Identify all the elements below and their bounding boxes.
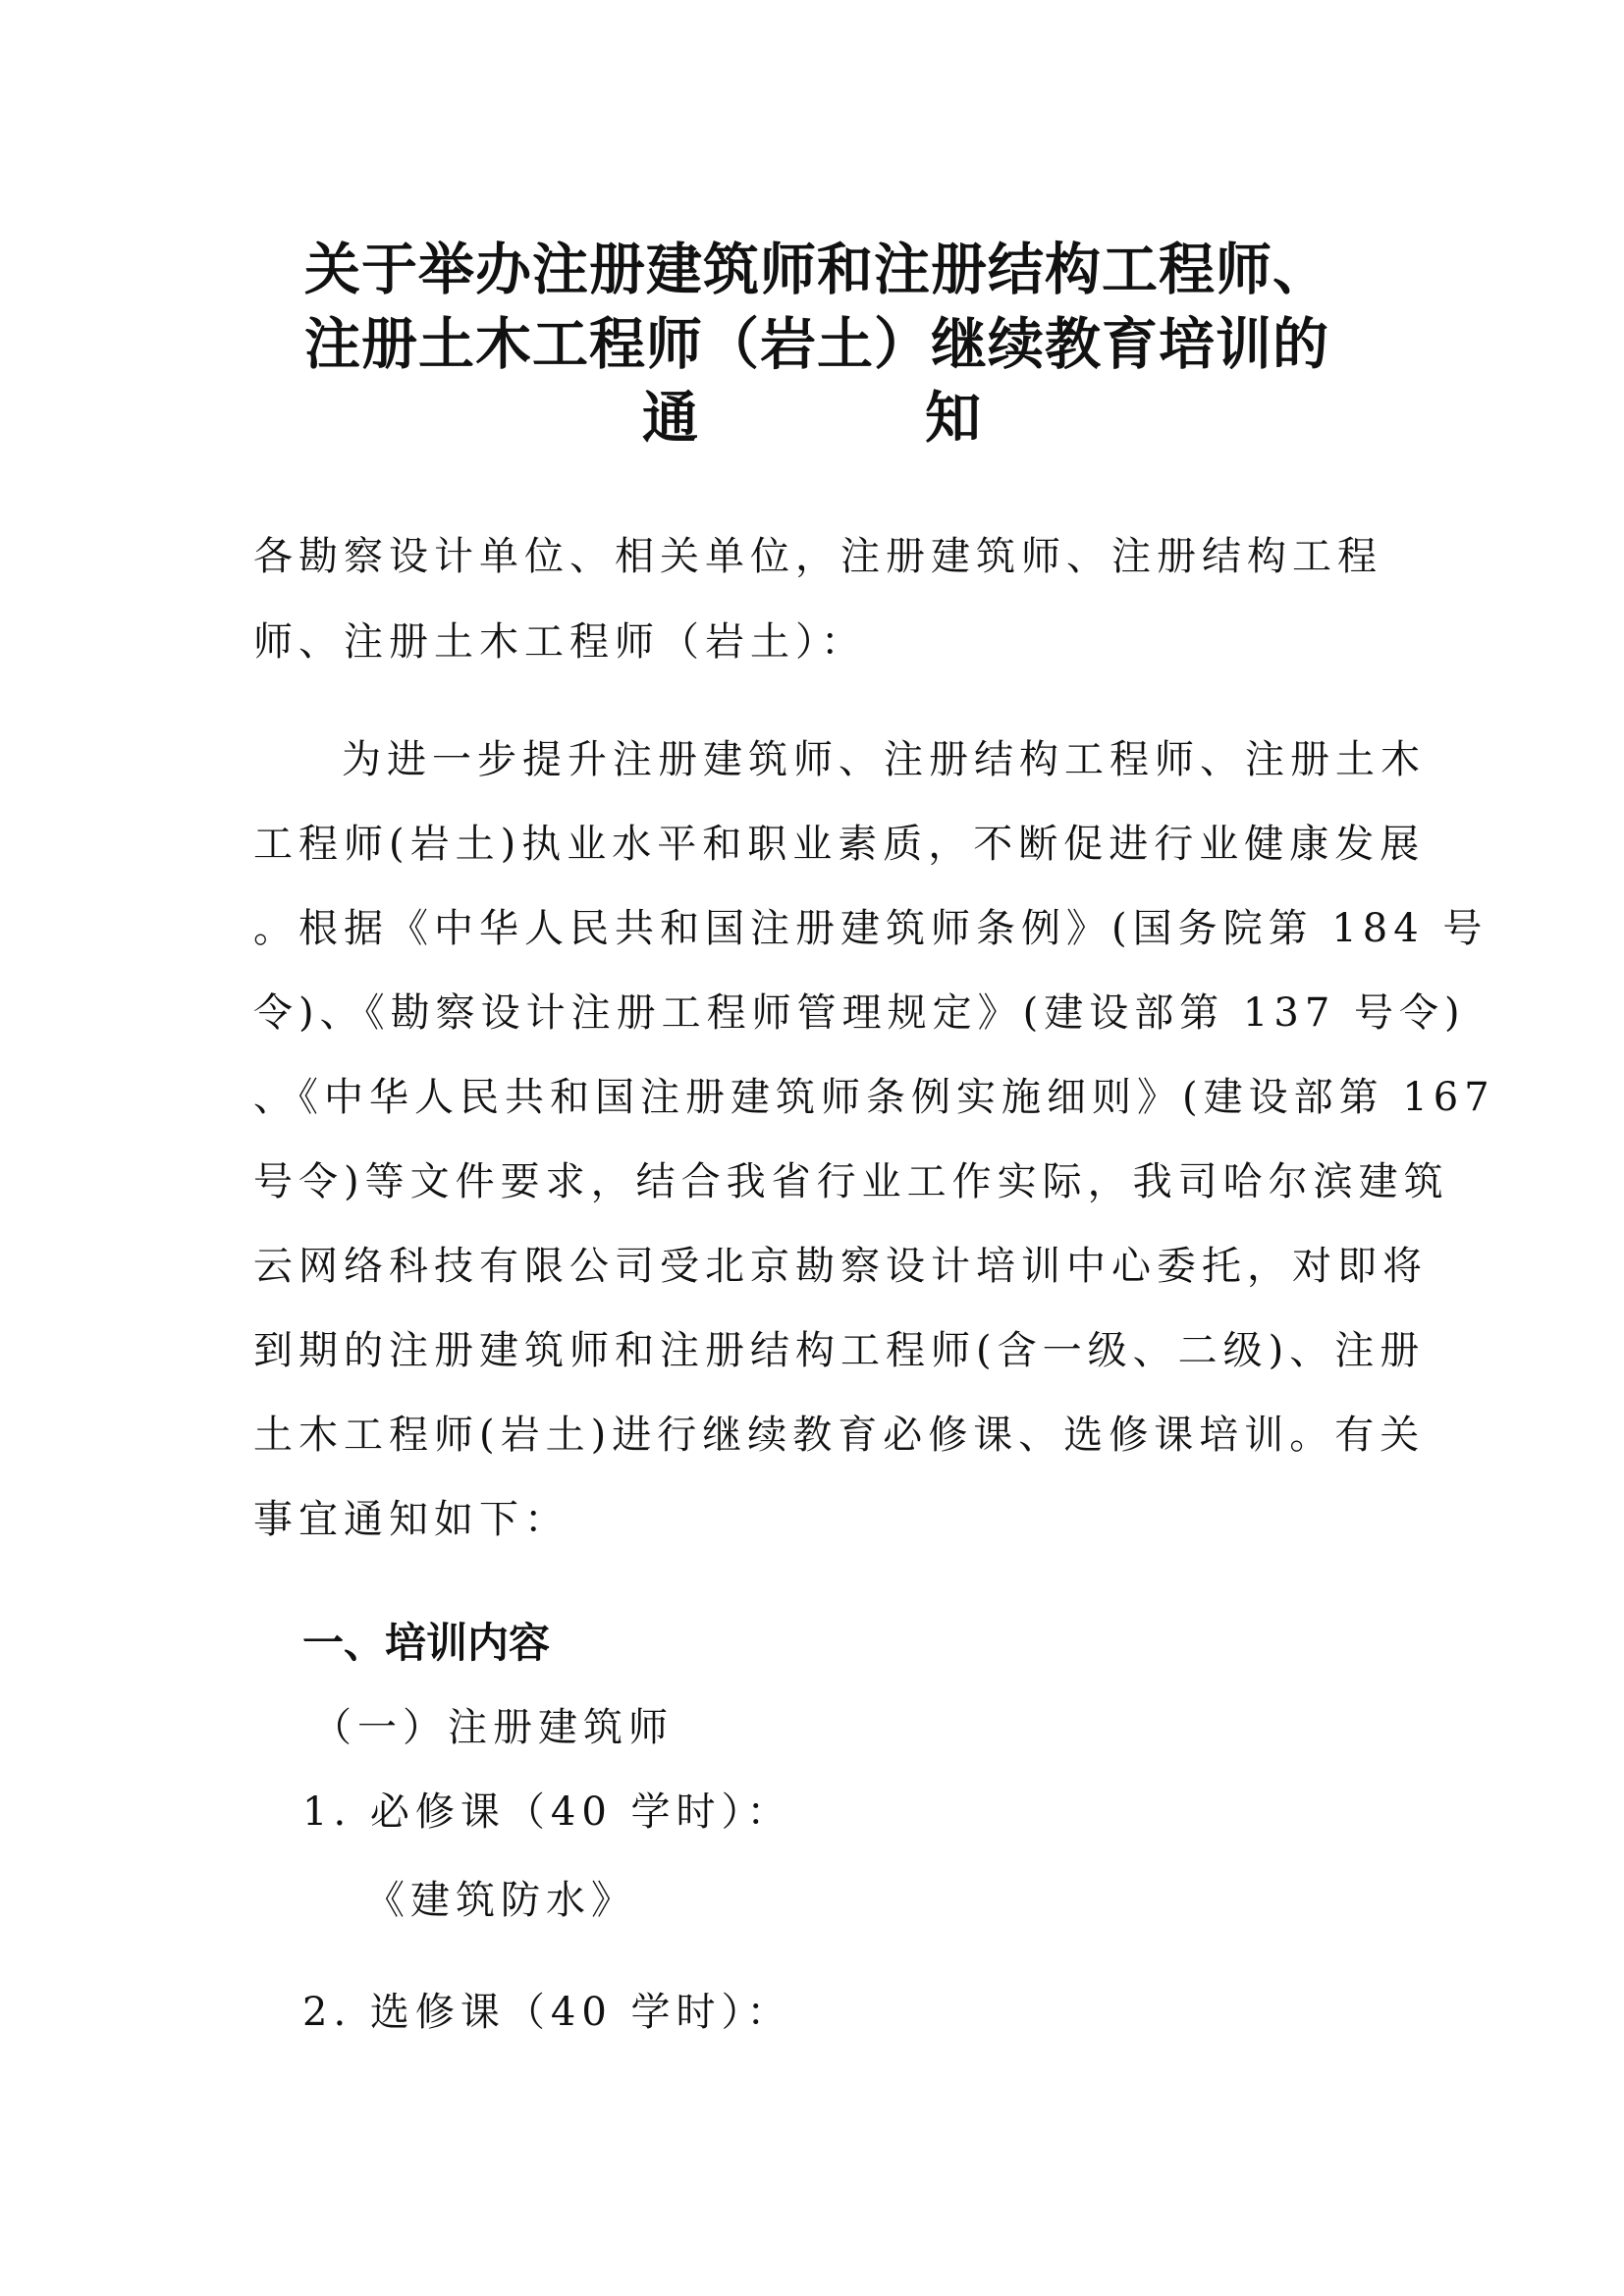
body-line: 云网络科技有限公司受北京勘察设计培训中心委托，对即将	[253, 1244, 1428, 1289]
body-line: 、《中华人民共和国注册建筑师条例实施细则》(建设部第 167	[253, 1075, 1495, 1120]
list-item-elective-course: 2. 选修课（40 学时）：	[302, 1990, 792, 2035]
document-title-line-3	[0, 384, 1624, 453]
body-line: 为进一步提升注册建筑师、注册结构工程师、注册土木	[342, 737, 1426, 782]
title-char-zhi: 知	[925, 386, 982, 451]
salutation-line-2: 师、注册土木工程师（岩土）：	[253, 619, 866, 665]
document-title-line-2: 注册土木工程师（岩土）继续教育培训的	[304, 312, 1329, 377]
body-line: 工程师(岩土)执业水平和职业素质，不断促进行业健康发展	[253, 822, 1426, 867]
body-line: 号令)等文件要求，结合我省行业工作实际，我司哈尔滨建筑	[253, 1159, 1449, 1204]
salutation-line-1: 各勘察设计单位、相关单位，注册建筑师、注册结构工程	[253, 534, 1382, 579]
title-char-tong: 通	[642, 386, 699, 451]
body-line: 令)、《勘察设计注册工程师管理规定》(建设部第 137 号令)	[253, 990, 1466, 1036]
body-line: 。根据《中华人民共和国注册建筑师条例》(国务院第 184 号	[253, 906, 1489, 951]
body-line: 到期的注册建筑师和注册结构工程师(含一级、二级)、注册	[253, 1328, 1426, 1373]
subsection-heading-architect: （一）注册建筑师	[312, 1705, 674, 1750]
body-line: 土木工程师(岩土)进行继续教育必修课、选修课培训。有关	[253, 1413, 1426, 1458]
course-name: 《建筑防水》	[365, 1878, 636, 1923]
document-title-line-1: 关于举办注册建筑师和注册结构工程师、	[304, 238, 1329, 302]
section-heading-training-content: 一、培训内容	[302, 1619, 551, 1667]
body-line: 事宜通知如下：	[253, 1497, 569, 1542]
list-item-required-course: 1. 必修课（40 学时）：	[302, 1789, 792, 1835]
